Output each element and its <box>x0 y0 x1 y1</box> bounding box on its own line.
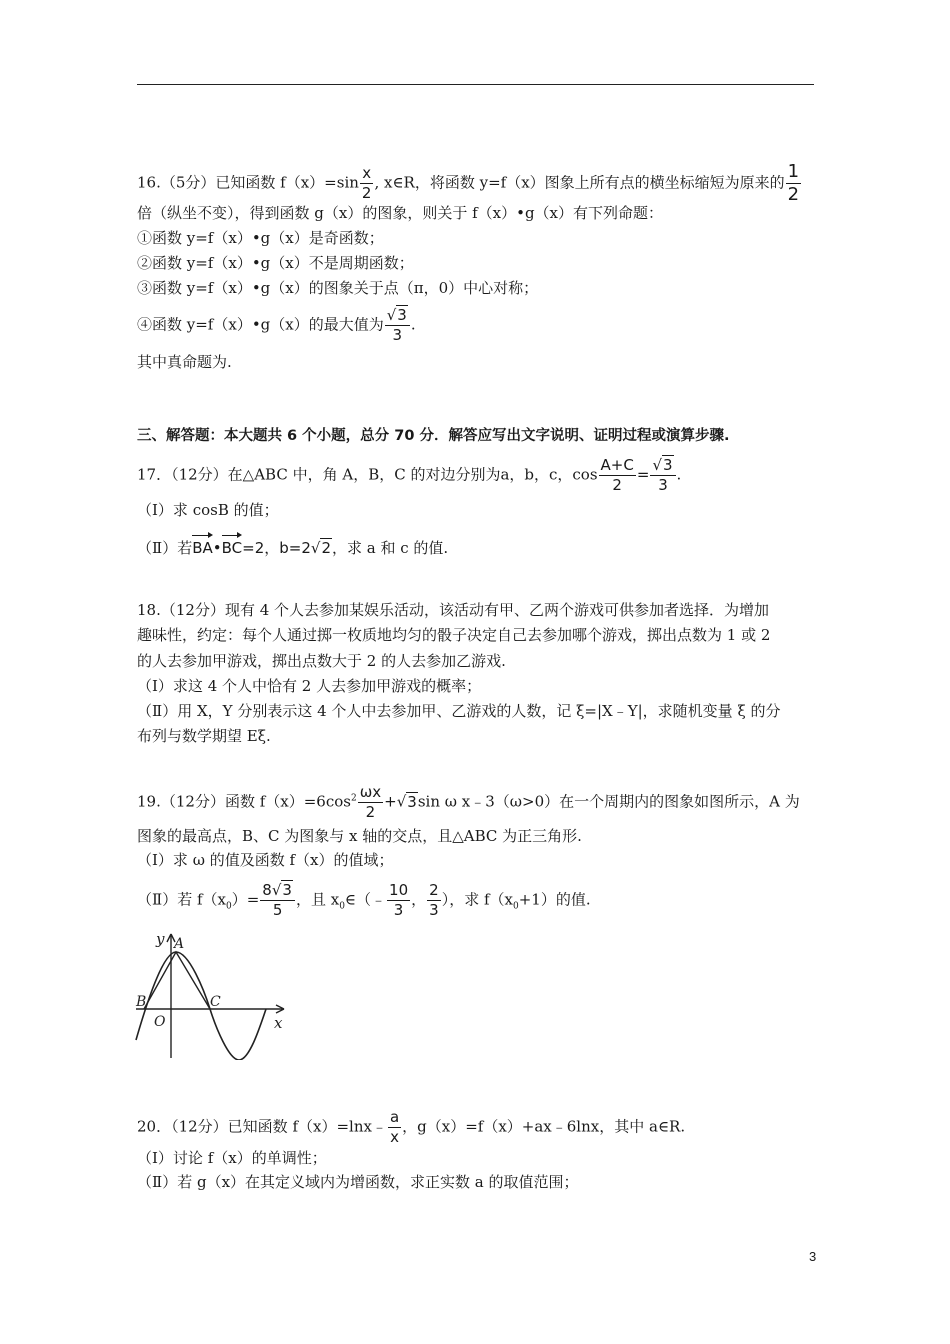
q20-part1: （Ⅰ）讨论 f（x）的单调性； <box>137 1149 327 1167</box>
page-number: 3 <box>809 1249 817 1264</box>
fraction-10-over-3: $\frac{10}{3}$ <box>389 881 409 919</box>
q16-option1: ①函数 y=f（x）•g（x）是奇函数； <box>137 229 384 247</box>
q17-part2: （Ⅱ）若BA•BC=2，b=2√2，求 a 和 c 的值. <box>137 539 449 557</box>
q16-option4: ④函数 y=f（x）•g（x）的最大值为 $\frac{√3}{3}$ . <box>137 306 416 344</box>
vector-BC: BC <box>221 539 243 557</box>
q19-part2: （Ⅱ）若 $f(x_0)=$ $\frac{8√3}{5}$ ，且 $x_0\in(﹣$ $\frac{10}{3}$ ， $\frac{2}{3}$ ），求 $f(x_0+1)$的值. <box>137 881 591 919</box>
vector-BA: BA <box>192 539 213 557</box>
q16-line1: 16.（5分）已知函数 f（x）=sin $\frac{x}{2}$ , x∈R，将函数 y=f（x）图象上所有点的横坐标缩短为原来的 $\frac{1}{2}$ <box>137 161 800 205</box>
fraction-a-over-x: $\frac{a}{x}$ <box>389 1108 400 1146</box>
q17-part1: （Ⅰ）求 cosB 的值； <box>137 501 279 519</box>
q16-line2: 倍（纵坐不变），得到函数 g（x）的图象，则关于 f（x）•g（x）有下列命题： <box>137 204 664 222</box>
q20-part2: （Ⅱ）若 g（x）在其定义域内为增函数，求正实数 a 的取值范围； <box>137 1173 579 1191</box>
triangle-ABC <box>144 952 210 1009</box>
q17-line1: 17．（12分）在△ABC 中，角 A，B，C 的对边分别为a，b，c，cos $\frac{A+C}{2}$ = $\frac{√3}{3}$ . <box>137 456 682 494</box>
q18-part2: （Ⅱ）用 X，Y 分别表示这 4 个人中去参加甲、乙游戏的人数，记 ξ=|X﹣Y|，求随机变量 ξ 的分 <box>137 702 781 720</box>
q18-line3: 的人去参加甲游戏，掷出点数大于 2 的人去参加乙游戏. <box>137 652 506 670</box>
fraction-2-over-3: $\frac{2}{3}$ <box>429 881 439 919</box>
sine-curve <box>136 952 266 1060</box>
q19-line2: 图象的最高点，B、C 为图象与 x 轴的交点，且△ABC 为正三角形. <box>137 827 582 845</box>
header-rule <box>137 84 814 85</box>
q18-part1: （Ⅰ）求这 4 个人中恰有 2 人去参加甲游戏的概率； <box>137 677 482 695</box>
section-heading: 三、解答题：本大题共 6 个小题，总分 70 分．解答应写出文字说明、证明过程或演算步骤. <box>137 428 730 444</box>
fraction-sqrt3-over-3: $\frac{√3}{3}$ <box>385 308 410 343</box>
q18-line1: 18.（12分）现有 4 个人去参加某娱乐活动，该活动有甲、乙两个游戏可供参加者选择．为增加 <box>137 601 770 619</box>
q16-option2: ②函数 y=f（x）•g（x）不是周期函数； <box>137 254 414 272</box>
q16-conclusion: 其中真命题为. <box>137 353 232 371</box>
label-x: x <box>274 1014 283 1032</box>
fraction-sqrt3-over-3: $\frac{√3}{3}$ <box>650 458 675 493</box>
label-C: C <box>210 994 221 1010</box>
fraction-AC-over-2: $\frac{A+C}{2}$ <box>600 456 634 494</box>
label-O: O <box>154 1014 166 1030</box>
fraction: $\frac{x}{2}$ <box>361 164 372 202</box>
q19-line1: 19.（12分）函数 $f(x)=6\cos^2$ $\frac{\omega x}{2}$ +√3sin ω x﹣3（ω>0）在一个周期内的图象如图所示，A 为 <box>137 783 800 821</box>
fraction-omega-x-over-2: $\frac{\omega x}{2}$ <box>359 783 382 821</box>
q18-line6: 布列与数学期望 Eξ. <box>137 727 271 745</box>
label-B: B <box>136 994 147 1010</box>
label-A: A <box>174 936 185 952</box>
q19-part1: （Ⅰ）求 ω 的值及函数 f（x）的值域； <box>137 851 394 869</box>
q16-option3: ③函数 y=f（x）•g（x）的图象关于点（π，0）中心对称； <box>137 279 539 297</box>
q18-line2: 趣味性，约定：每个人通过掷一枚质地均匀的骰子决定自己去参加哪个游戏，掷出点数为 1 或 2 <box>137 626 771 644</box>
label-y: y <box>156 930 165 948</box>
fraction-8sqrt3-over-5: $\frac{8√3}{5}$ <box>260 883 295 918</box>
fraction-half: $\frac{1}{2}$ <box>787 161 800 205</box>
q20-line1: 20．（12分）已知函数 f（x）=lnx﹣ $\frac{a}{x}$ ，g（x）=f（x）+ax﹣6lnx，其中 a∈R. <box>137 1108 686 1146</box>
sine-graph-figure <box>134 930 294 1060</box>
